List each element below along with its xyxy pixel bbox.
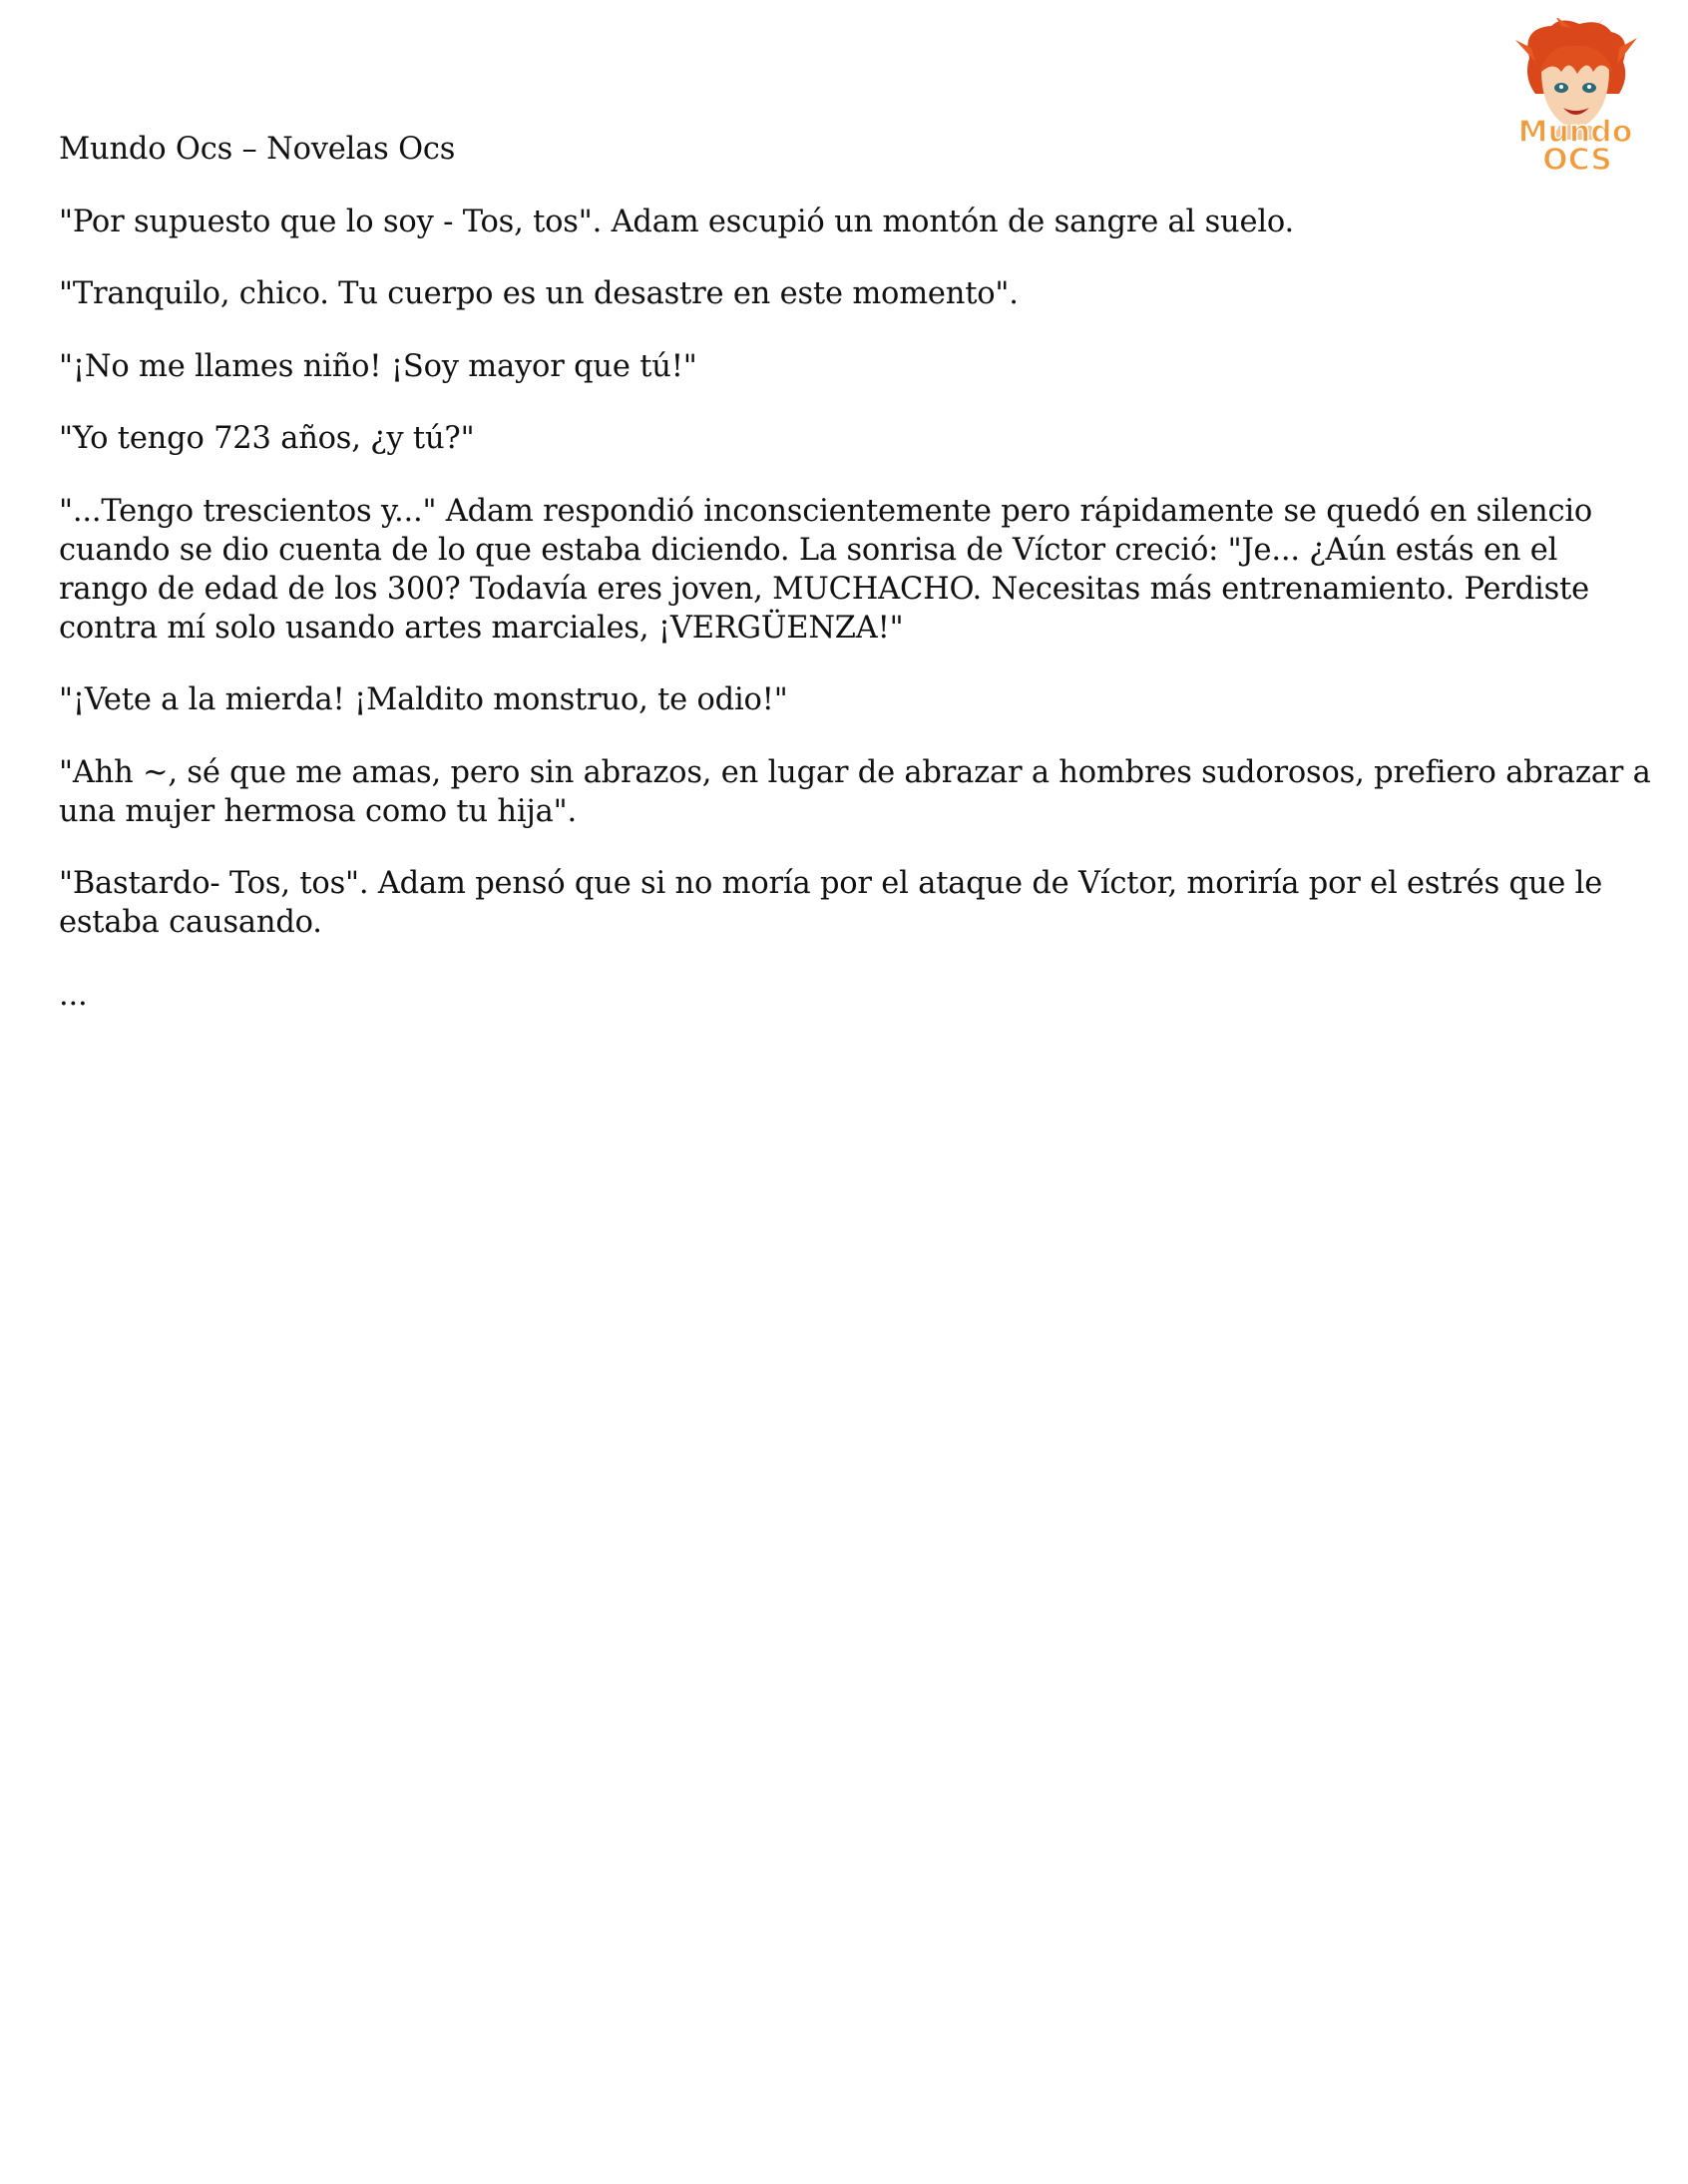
paragraph-6: "¡Vete a la mierda! ¡Maldito monstruo, te odio!" bbox=[59, 682, 788, 717]
paragraph-7: "Ahh ~, sé que me amas, pero sin abrazos, en lugar de abrazar a hombres sudorosos, prefiero abrazar a una mujer hermosa como tu hija". bbox=[59, 754, 1651, 829]
paragraph-8: "Bastardo- Tos, tos". Adam pensó que si no moría por el ataque de Víctor, moriría por el estrés que le estaba causando. bbox=[59, 866, 1603, 940]
document-body bbox=[59, 130, 1655, 1048]
page-header-title: Mundo Ocs – Novelas Ocs bbox=[59, 132, 456, 167]
logo-text-top: Mundo bbox=[1517, 115, 1633, 150]
paragraph-5: "...Tengo trescientos y..." Adam respondió inconscientemente pero rápidamente se quedó en silencio cuando se dio cuenta de lo que estaba diciendo. La sonrisa de Víctor creció: "Je... ¿Aún estás en el rango de edad de los 300? Todavía eres joven, MUCHACHO. Necesitas más entrenamiento. Perdiste contra mí solo usando artes marciales, ¡VERGÜENZA!" bbox=[59, 493, 1593, 646]
logo-text-bottom: OCS bbox=[1542, 143, 1612, 178]
paragraph-1: "Por supuesto que lo soy - Tos, tos". Adam escupió un montón de sangre al suelo. bbox=[59, 204, 1294, 239]
paragraph-2: "Tranquilo, chico. Tu cuerpo es un desastre en este momento". bbox=[59, 276, 1019, 311]
paragraph-3: "¡No me llames niño! ¡Soy mayor que tú!" bbox=[59, 348, 697, 384]
paragraph-ellipsis: ... bbox=[59, 977, 88, 1013]
paragraph-4: "Yo tengo 723 años, ¿y tú?" bbox=[59, 421, 475, 456]
